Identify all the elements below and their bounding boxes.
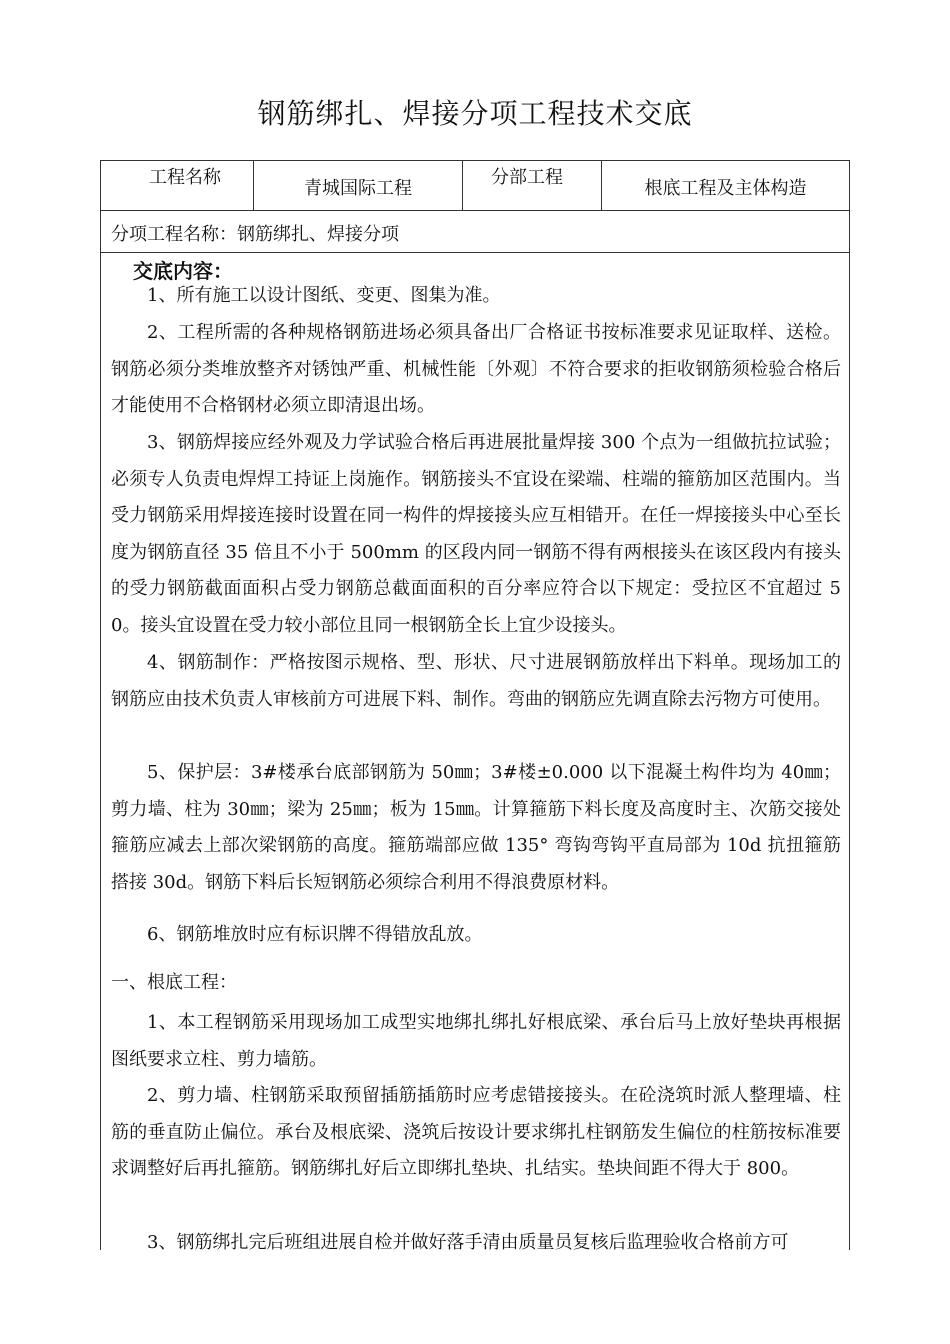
foundation-item-3: 3、钢筋绑扎完后班组进展自检并做好落手清由质量员复核后监理验收合格前方可 xyxy=(147,1232,789,1253)
subitem-row xyxy=(101,210,849,253)
foundation-item-2: 2、剪力墙、柱钢筋采取预留插筋插筋时应考虑错接接头。在砼浇筑时派人整理墙、柱筋的垂直防止偏位。承台及根底梁、浇筑后按设计要求绑扎柱钢筋发生偏位的柱筋按标准要求调整好后再扎箍筋。钢筋绑扎好后立即绑扎垫块、扎结实。垫块间距不得大于 800。 xyxy=(111,1085,841,1180)
document-title: 钢筋绑扎、焊接分项工程技术交底 xyxy=(257,97,693,130)
paragraph-5: 5、保护层：3#楼承台底部钢筋为 50㎜；3#楼±0.000 以下混凝土构件均为 40㎜；剪力墙、柱为 30㎜；梁为 25㎜；板为 15㎜。计算箍筋下料长度及高度时主、次筋交接处箍筋应减去上部次梁钢筋的高度。箍筋端部应做 135° 弯钩弯钩平直局部为 10d 抗扭箍筋搭接 30d。钢筋下料后长短钢筋必须综合利用不得浪费原材料。 xyxy=(111,762,841,893)
project-info-row xyxy=(101,161,849,211)
foundation-item-1: 1、本工程钢筋采用现场加工成型实地绑扎绑扎好根底梁、承台后马上放好垫块再根据图纸要求立柱、剪力墙筋。 xyxy=(111,1012,841,1070)
division-label: 分部工程 xyxy=(491,167,563,188)
paragraph-1: 1、所有施工以设计图纸、变更、图集为准。 xyxy=(147,285,501,306)
content-heading: 交底内容： xyxy=(133,259,233,283)
project-name-label: 工程名称 xyxy=(149,167,221,188)
paragraph-3: 3、钢筋焊接应经外观及力学试验合格后再进展批量焊接 300 个点为一组做抗拉试验；必须专人负责电焊焊工持证上岗施作。钢筋接头不宜设在梁端、柱端的箍筋加区范围内。当受力钢筋采用焊接连接时设置在同一构件的焊接接头应互相错开。在任一焊接接头中心至长度为钢筋直径 35 倍且不小于 500mm 的区段内同一钢筋不得有两根接头在该区段内有接头的受力钢筋截面面积占受力钢筋总截面面积的百分率应符合以下规定：受拉区不宜超过 50。接头宜设置在受力较小部位且同一根钢筋全长上宜少设接头。 xyxy=(111,432,841,636)
disclosure-table xyxy=(100,160,850,1253)
paragraph-4: 4、钢筋制作：严格按图示规格、型、形状、尺寸进展钢筋放样出下料单。现场加工的钢筋应由技术负责人审核前方可进展下料、制作。弯曲的钢筋应先调直除去污物方可使用。 xyxy=(111,652,841,710)
subitem-name: 分项工程名称：钢筋绑扎、焊接分项 xyxy=(111,224,399,245)
division-value: 根底工程及主体构造 xyxy=(644,178,807,199)
project-name-value: 青城国际工程 xyxy=(304,178,412,199)
paragraph-2: 2、工程所需的各种规格钢筋进场必须具备出厂合格证书按标准要求见证取样、送检。钢筋必须分类堆放整齐对锈蚀严重、机械性能〔外观〕不符合要求的拒收钢筋须检验合格后才能使用不合格钢材必须立即清退出场。 xyxy=(111,322,841,417)
section-foundation-heading: 一、根底工程： xyxy=(111,972,237,993)
paragraph-6: 6、钢筋堆放时应有标识牌不得错放乱放。 xyxy=(147,924,483,945)
